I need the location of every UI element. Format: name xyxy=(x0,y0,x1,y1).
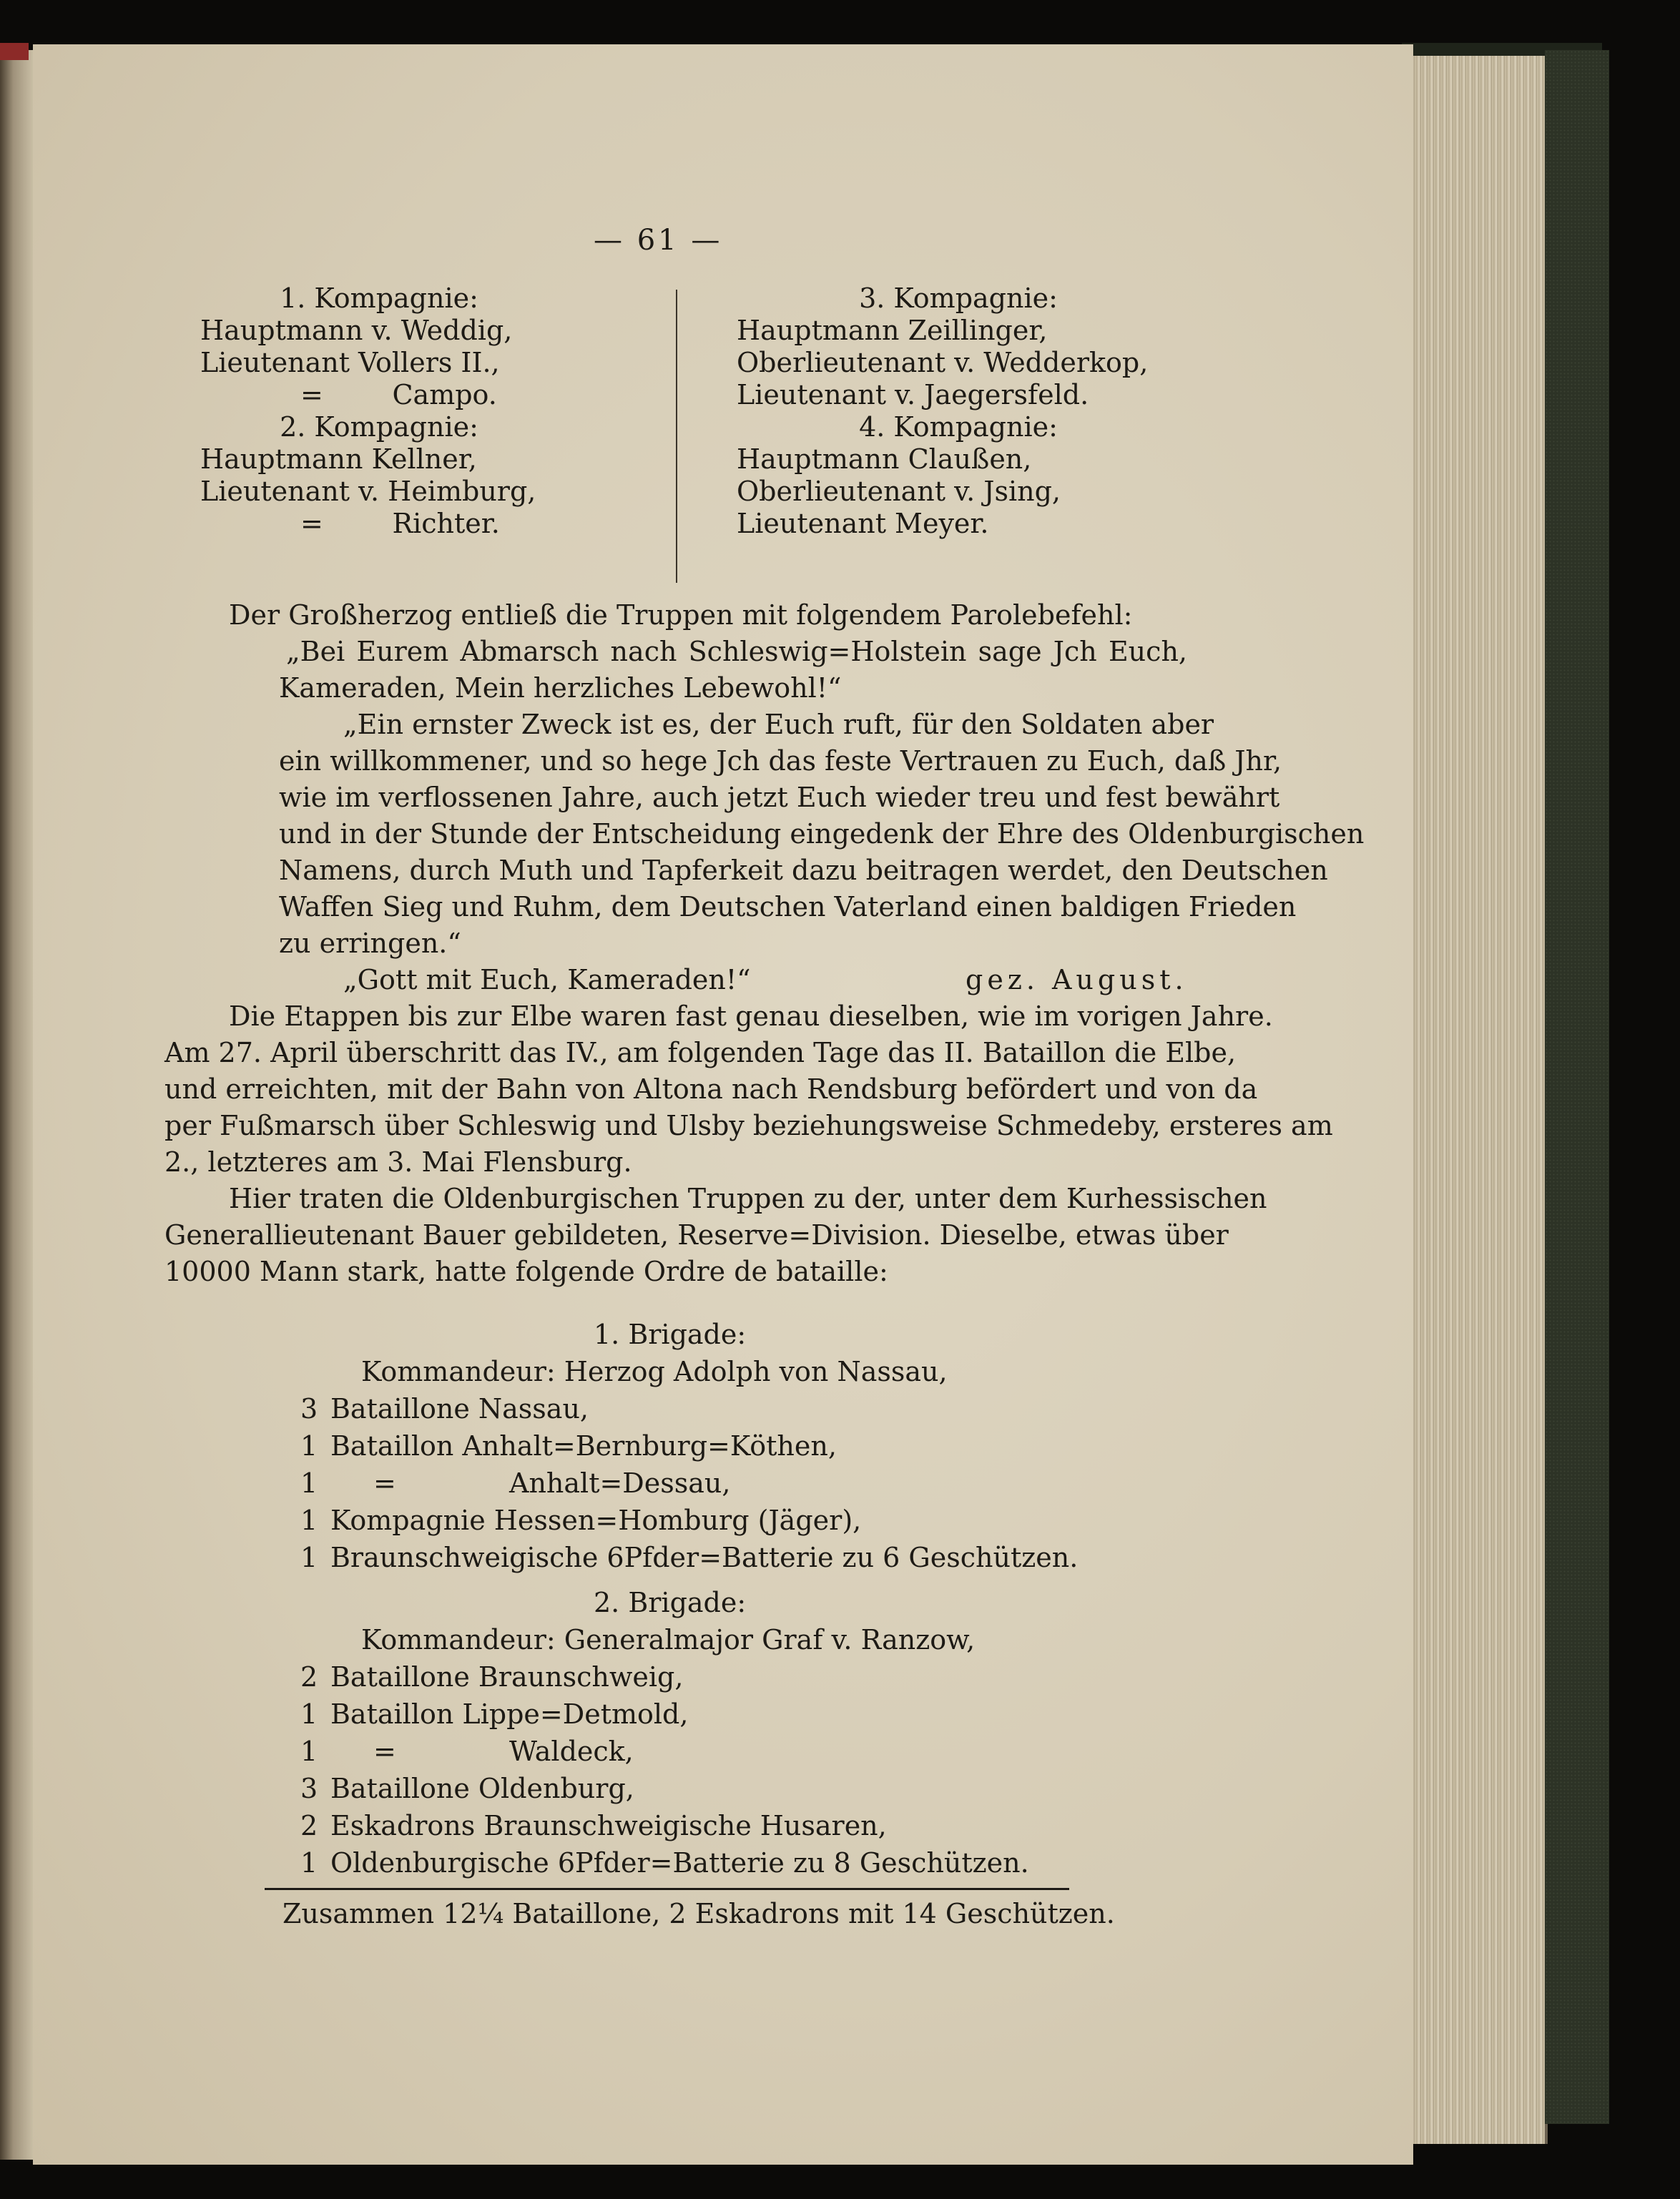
list-item xyxy=(300,1427,1078,1465)
item-text: Braunschweigische 6Pfder=Batterie zu 6 Geschützen. xyxy=(330,1542,1079,1573)
company-title: 3. Kompagnie: xyxy=(859,282,1058,314)
brigade1-list xyxy=(300,1390,1078,1576)
list-item xyxy=(300,1539,1078,1576)
page-stack xyxy=(1402,56,1548,2144)
company-line: Oberlieutenant v. Jsing, xyxy=(737,476,1061,507)
text-line: Hier traten die Oldenburgischen Truppen zu der, unter dem Kurhessischen xyxy=(229,1183,1267,1214)
item-text: Oldenburgische 6Pfder=Batterie zu 8 Geschützen. xyxy=(330,1847,1029,1879)
ditto-mark: = xyxy=(373,1736,396,1767)
company-line: Lieutenant Vollers II., xyxy=(200,347,500,378)
text-line: per Fußmarsch über Schleswig und Ulsby beziehungsweise Schmedeby, ersteres am xyxy=(164,1110,1333,1141)
company-line: Hauptmann Kellner, xyxy=(200,443,477,475)
item-count: 3 xyxy=(300,1393,318,1425)
column-divider xyxy=(676,290,677,583)
company-title: 4. Kompagnie: xyxy=(859,411,1058,443)
company-line: Hauptmann v. Weddig, xyxy=(200,315,513,346)
company-line: Lieutenant v. Jaegersfeld. xyxy=(737,379,1089,410)
item-count: 1 xyxy=(300,1698,318,1730)
item-text: Waldeck, xyxy=(509,1736,634,1767)
book-cover xyxy=(1545,50,1609,2124)
ditto-mark: = xyxy=(373,1467,396,1499)
quote-line: Namens, durch Muth und Tapferkeit dazu beitragen werdet, den Deutschen xyxy=(279,855,1328,886)
page-number: — 61 — xyxy=(594,224,723,257)
brigade-title: 2. Brigade: xyxy=(594,1587,747,1618)
brigade-title: 1. Brigade: xyxy=(594,1319,747,1350)
intro-line: Der Großherzog entließ die Truppen mit folgendem Parolebefehl: xyxy=(229,599,1133,631)
brigade-commander: Kommandeur: Generalmajor Graf v. Ranzow, xyxy=(361,1624,976,1656)
item-text: Kompagnie Hessen=Homburg (Jäger), xyxy=(330,1505,862,1536)
list-item xyxy=(300,1465,1078,1502)
company-title: 1. Kompagnie: xyxy=(280,282,478,314)
company-line: = Richter. xyxy=(300,508,500,539)
brigade-commander: Kommandeur: Herzog Adolph von Nassau, xyxy=(361,1356,948,1387)
brigade2-list xyxy=(300,1658,1029,1881)
quote-line: zu erringen.“ xyxy=(279,928,461,959)
summary-rule xyxy=(265,1888,1069,1890)
item-count: 2 xyxy=(300,1661,318,1693)
item-count: 1 xyxy=(300,1430,318,1462)
company-line: Lieutenant v. Heimburg, xyxy=(200,476,536,507)
text-line: und erreichten, mit der Bahn von Altona nach Rendsburg befördert und von da xyxy=(164,1073,1258,1105)
quote-line xyxy=(164,962,1187,998)
signature: gez. August. xyxy=(966,964,1188,995)
list-item xyxy=(300,1844,1029,1881)
text-line: Die Etappen bis zur Elbe waren fast genau dieselben, wie im vorigen Jahre. xyxy=(229,1000,1273,1032)
quote-line: ein willkommener, und so hege Jch das feste Vertrauen zu Euch, daß Jhr, xyxy=(279,745,1282,777)
item-count: 1 xyxy=(300,1505,318,1536)
list-item xyxy=(300,1502,1078,1539)
item-count: 1 xyxy=(300,1847,318,1879)
quote-line: und in der Stunde der Entscheidung eingedenk der Ehre des Oldenburgischen xyxy=(279,818,1365,850)
company-line: = Campo. xyxy=(300,379,497,410)
quote-line: Kameraden, Mein herzliches Lebewohl!“ xyxy=(279,672,842,704)
company-line: Lieutenant Meyer. xyxy=(737,508,989,539)
item-text: Eskadrons Braunschweigische Husaren, xyxy=(330,1810,887,1841)
companies-left-column xyxy=(200,282,644,540)
quote-line: „Ein ernster Zweck ist es, der Euch ruft, für den Soldaten aber xyxy=(343,709,1214,740)
summary-line: Zusammen 12¼ Bataillone, 2 Eskadrons mit 14 Geschützen. xyxy=(283,1898,1115,1929)
text-line: 2., letzteres am 3. Mai Flensburg. xyxy=(164,1146,632,1178)
item-text: Bataillone Oldenburg, xyxy=(330,1773,634,1804)
item-text: Bataillon Anhalt=Bernburg=Köthen, xyxy=(330,1430,837,1462)
list-item xyxy=(300,1390,1078,1427)
item-count: 1 xyxy=(300,1542,318,1573)
item-text: Bataillone Nassau, xyxy=(330,1393,589,1425)
text-line: Generallieutenant Bauer gebildeten, Reserve=Division. Dieselbe, etwas über xyxy=(164,1219,1229,1251)
item-count: 1 xyxy=(300,1736,318,1767)
item-count: 2 xyxy=(300,1810,318,1841)
list-item xyxy=(300,1658,1029,1696)
companies-right-column xyxy=(737,282,1180,540)
item-text: Bataillon Lippe=Detmold, xyxy=(330,1698,689,1730)
item-count: 1 xyxy=(300,1467,318,1499)
list-item xyxy=(300,1807,1029,1844)
list-item xyxy=(300,1696,1029,1733)
list-item xyxy=(300,1733,1029,1770)
item-text: Anhalt=Dessau, xyxy=(509,1467,731,1499)
closing-quote: „Gott mit Euch, Kameraden!“ xyxy=(343,964,751,995)
body-text xyxy=(164,597,1365,1290)
company-line: Oberlieutenant v. Wedderkop, xyxy=(737,347,1149,378)
company-line: Hauptmann Zeillinger, xyxy=(737,315,1048,346)
company-title: 2. Kompagnie: xyxy=(280,411,478,443)
list-item xyxy=(300,1770,1029,1807)
text-line: 10000 Mann stark, hatte folgende Ordre de bataille: xyxy=(164,1256,888,1287)
book-left-edge xyxy=(0,50,33,2160)
quote-line: Waffen Sieg und Ruhm, dem Deutschen Vaterland einen baldigen Frieden xyxy=(279,891,1297,923)
text-line: Am 27. April überschritt das IV., am folgenden Tage das II. Bataillon die Elbe, xyxy=(164,1037,1237,1068)
quote-line: wie im verflossenen Jahre, auch jetzt Euch wieder treu und fest bewährt xyxy=(279,782,1280,813)
company-line: Hauptmann Claußen, xyxy=(737,443,1032,475)
item-count: 3 xyxy=(300,1773,318,1804)
quote-line: „Bei Eurem Abmarsch nach Schleswig=Holstein sage Jch Euch, xyxy=(286,636,1187,667)
item-text: Bataillone Braunschweig, xyxy=(330,1661,684,1693)
